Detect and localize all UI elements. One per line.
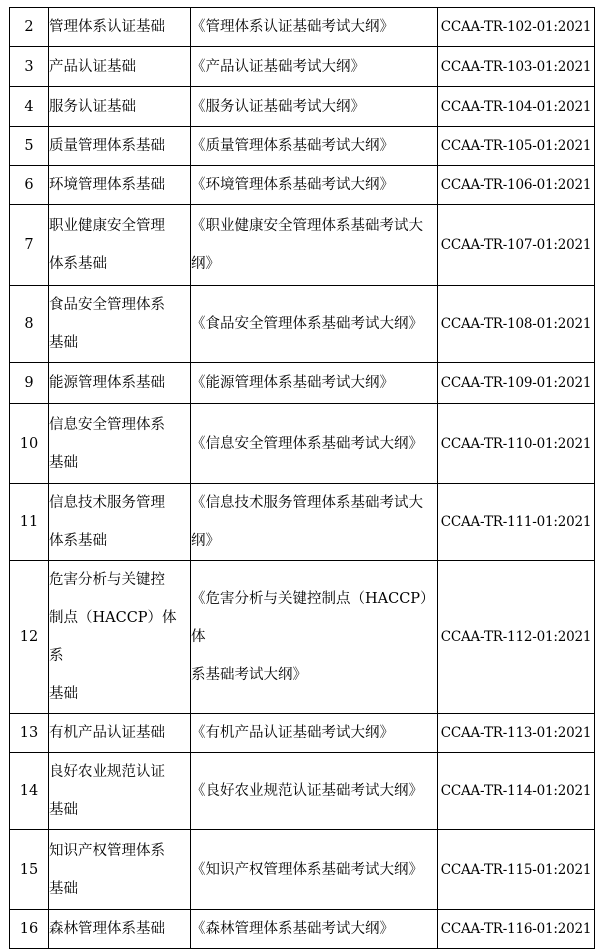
document-code: CCAA-TR-104-01:2021 bbox=[438, 87, 595, 127]
subject-name bbox=[49, 205, 191, 286]
subject-name-line: 能源管理体系基础 bbox=[49, 375, 165, 391]
subject-name-line: 体系基础 bbox=[49, 256, 107, 272]
table-row bbox=[10, 8, 595, 47]
row-number: 8 bbox=[10, 286, 49, 363]
outline-title-line: 《有机产品认证基础考试大纲》 bbox=[191, 725, 394, 741]
subject-name bbox=[49, 910, 191, 949]
subject-name bbox=[49, 8, 191, 47]
outline-title-line: 纲》 bbox=[191, 533, 220, 549]
outline-title-line: 系基础考试大纲》 bbox=[191, 667, 307, 683]
outline-title-line: 《危害分析与关键控制点（HACCP）体 bbox=[191, 591, 435, 645]
outline-title-line: 《产品认证基础考试大纲》 bbox=[191, 58, 365, 75]
row-number: 12 bbox=[10, 561, 49, 714]
outline-title-line: 《服务认证基础考试大纲》 bbox=[191, 98, 365, 115]
subject-name bbox=[49, 363, 191, 404]
outline-title bbox=[191, 286, 438, 363]
subject-name bbox=[49, 484, 191, 561]
subject-name-line: 产品认证基础 bbox=[49, 58, 136, 75]
subject-name bbox=[49, 561, 191, 714]
document-code: CCAA-TR-112-01:2021 bbox=[438, 561, 595, 714]
outline-title bbox=[191, 404, 438, 484]
subject-name bbox=[49, 404, 191, 484]
subject-name-line: 服务认证基础 bbox=[49, 98, 136, 115]
subject-name bbox=[49, 753, 191, 830]
row-number: 9 bbox=[10, 363, 49, 404]
row-number: 15 bbox=[10, 830, 49, 910]
exam-outline-table bbox=[9, 7, 595, 949]
subject-name bbox=[49, 714, 191, 753]
table-row bbox=[10, 404, 595, 484]
document-code: CCAA-TR-109-01:2021 bbox=[438, 363, 595, 404]
document-code: CCAA-TR-107-01:2021 bbox=[438, 205, 595, 286]
document-code: CCAA-TR-114-01:2021 bbox=[438, 753, 595, 830]
outline-title bbox=[191, 484, 438, 561]
outline-title-line: 《信息安全管理体系基础考试大纲》 bbox=[191, 435, 423, 452]
outline-title bbox=[191, 753, 438, 830]
subject-name-line: 管理体系认证基础 bbox=[49, 19, 165, 35]
outline-title-line: 纲》 bbox=[191, 256, 220, 272]
subject-name-line: 知识产权管理体系 bbox=[49, 842, 165, 859]
row-number: 5 bbox=[10, 127, 49, 166]
subject-name-line: 基础 bbox=[49, 454, 78, 471]
document-code: CCAA-TR-108-01:2021 bbox=[438, 286, 595, 363]
table-row bbox=[10, 830, 595, 910]
subject-name bbox=[49, 830, 191, 910]
subject-name bbox=[49, 87, 191, 127]
outline-title-line: 《能源管理体系基础考试大纲》 bbox=[191, 375, 394, 391]
subject-name-line: 制点（HACCP）体系 bbox=[49, 610, 177, 664]
table-row bbox=[10, 47, 595, 87]
subject-name-line: 体系基础 bbox=[49, 533, 107, 549]
row-number: 2 bbox=[10, 8, 49, 47]
row-number: 16 bbox=[10, 910, 49, 949]
subject-name bbox=[49, 166, 191, 205]
table-row bbox=[10, 127, 595, 166]
subject-name bbox=[49, 127, 191, 166]
document-code: CCAA-TR-110-01:2021 bbox=[438, 404, 595, 484]
row-number: 6 bbox=[10, 166, 49, 205]
table-row bbox=[10, 484, 595, 561]
outline-title-line: 《森林管理体系基础考试大纲》 bbox=[191, 921, 394, 937]
subject-name-line: 职业健康安全管理 bbox=[49, 218, 165, 234]
outline-title bbox=[191, 87, 438, 127]
outline-title-line: 《环境管理体系基础考试大纲》 bbox=[191, 177, 394, 193]
document-code: CCAA-TR-103-01:2021 bbox=[438, 47, 595, 87]
subject-name-line: 环境管理体系基础 bbox=[49, 177, 165, 193]
outline-title bbox=[191, 910, 438, 949]
document-code: CCAA-TR-102-01:2021 bbox=[438, 8, 595, 47]
row-number: 3 bbox=[10, 47, 49, 87]
document-code: CCAA-TR-113-01:2021 bbox=[438, 714, 595, 753]
row-number: 7 bbox=[10, 205, 49, 286]
row-number: 14 bbox=[10, 753, 49, 830]
outline-title bbox=[191, 127, 438, 166]
table-row bbox=[10, 910, 595, 949]
subject-name bbox=[49, 286, 191, 363]
subject-name-line: 食品安全管理体系 bbox=[49, 297, 165, 313]
outline-title-line: 《质量管理体系基础考试大纲》 bbox=[191, 138, 394, 154]
outline-title bbox=[191, 47, 438, 87]
table-row bbox=[10, 561, 595, 714]
outline-title-line: 《知识产权管理体系基础考试大纲》 bbox=[191, 861, 423, 878]
subject-name-line: 森林管理体系基础 bbox=[49, 921, 165, 937]
subject-name-line: 质量管理体系基础 bbox=[49, 138, 165, 154]
table-row bbox=[10, 205, 595, 286]
outline-title-line: 《管理体系认证基础考试大纲》 bbox=[191, 19, 394, 35]
outline-title-line: 《信息技术服务管理体系基础考试大 bbox=[191, 495, 423, 511]
table-row bbox=[10, 166, 595, 205]
table-row bbox=[10, 286, 595, 363]
outline-title bbox=[191, 830, 438, 910]
table-row bbox=[10, 753, 595, 830]
row-number: 10 bbox=[10, 404, 49, 484]
outline-title bbox=[191, 714, 438, 753]
subject-name-line: 信息安全管理体系 bbox=[49, 416, 165, 433]
subject-name-line: 基础 bbox=[49, 880, 78, 897]
document-code: CCAA-TR-105-01:2021 bbox=[438, 127, 595, 166]
table-row bbox=[10, 714, 595, 753]
row-number: 11 bbox=[10, 484, 49, 561]
subject-name-line: 基础 bbox=[49, 802, 78, 818]
subject-name-line: 基础 bbox=[49, 686, 78, 702]
table-row bbox=[10, 363, 595, 404]
row-number: 13 bbox=[10, 714, 49, 753]
document-code: CCAA-TR-111-01:2021 bbox=[438, 484, 595, 561]
outline-title-line: 《职业健康安全管理体系基础考试大 bbox=[191, 218, 423, 234]
row-number: 4 bbox=[10, 87, 49, 127]
subject-name bbox=[49, 47, 191, 87]
document-code: CCAA-TR-115-01:2021 bbox=[438, 830, 595, 910]
document-code: CCAA-TR-106-01:2021 bbox=[438, 166, 595, 205]
outline-title bbox=[191, 205, 438, 286]
table-row bbox=[10, 87, 595, 127]
outline-title bbox=[191, 166, 438, 205]
subject-name-line: 有机产品认证基础 bbox=[49, 725, 165, 741]
outline-title bbox=[191, 561, 438, 714]
table-body bbox=[10, 8, 595, 949]
subject-name-line: 信息技术服务管理 bbox=[49, 495, 165, 511]
subject-name-line: 基础 bbox=[49, 335, 78, 351]
outline-title bbox=[191, 8, 438, 47]
outline-title bbox=[191, 363, 438, 404]
subject-name-line: 良好农业规范认证 bbox=[49, 764, 165, 780]
subject-name-line: 危害分析与关键控 bbox=[49, 572, 165, 588]
outline-title-line: 《食品安全管理体系基础考试大纲》 bbox=[191, 316, 423, 332]
document-code: CCAA-TR-116-01:2021 bbox=[438, 910, 595, 949]
outline-title-line: 《良好农业规范认证基础考试大纲》 bbox=[191, 783, 423, 799]
